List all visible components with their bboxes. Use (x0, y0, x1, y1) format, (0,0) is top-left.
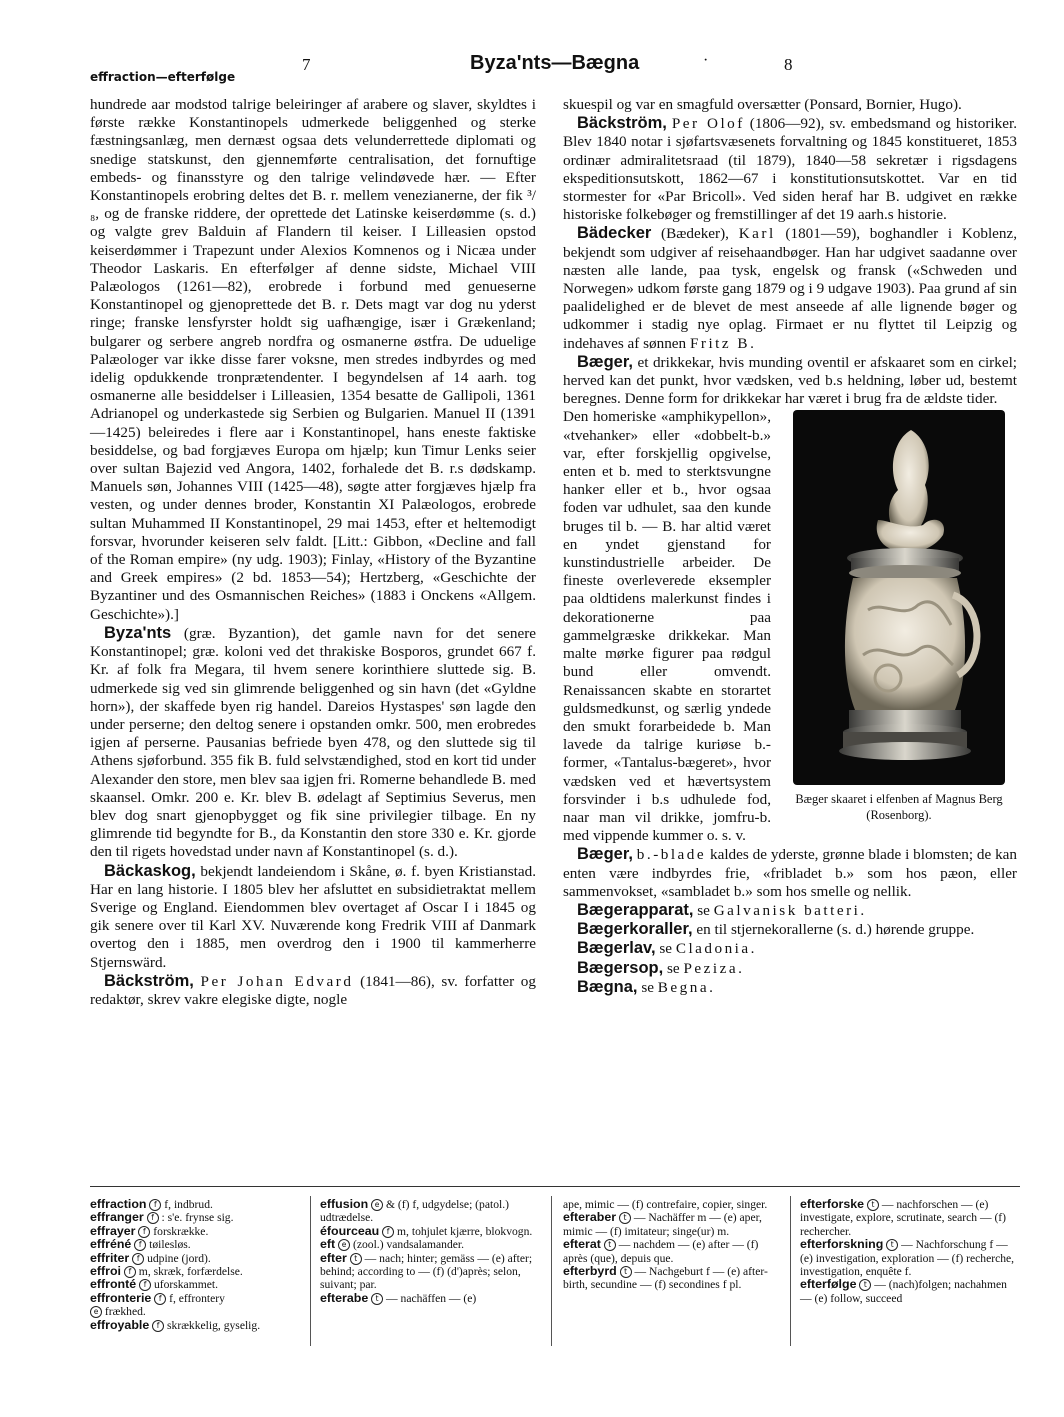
headword: Bæger, (577, 845, 633, 864)
headword: Bæger, (577, 352, 633, 371)
footer-divider (90, 1186, 1020, 1187)
glossary-headword: efterforske (800, 1197, 865, 1211)
language-tag-icon: t (620, 1266, 632, 1278)
glossary-entry (90, 1198, 300, 1211)
headword: Bäckström, (577, 114, 667, 133)
glossary-headword: efterabe (320, 1290, 369, 1305)
glossary-translation: — Nachgeburt f — (e) after-birth, secundine — (f) secondines f pl. (563, 1265, 768, 1292)
glossary-entry (563, 1265, 783, 1292)
glossary-entry (90, 1238, 300, 1251)
glossary-headword: effronterie (90, 1290, 152, 1305)
figure-caption: Bæger skaaret i elfenben af Magnus Berg (Rosenborg). (795, 792, 1003, 823)
glossary-headword: effraction (90, 1197, 147, 1211)
glossary-headword: éfourceau (320, 1223, 380, 1238)
glossary-translation: — (nach)folgen; nachahmen — (e) follow, succeed (800, 1278, 1007, 1305)
entry-backaskog: Bäckaskog, bekjendt landeiendom i Skåne, ø. f. byen Kristianstad. Har en lang historie. I 1805 blev her afsluttet en subsidietraktat mellem Sverige og England. Eiendommen blev overtaget af Oscar I i 1845 og gik senere over til Karl XV. Nuværende kong Fredrik VIII af Danmark overtog den i 1885, men overdrog den i 1900 til kammerherre Stjernswärd. (90, 861, 536, 971)
language-tag-icon: t (867, 1199, 879, 1211)
glossary-translation: udpine (jord). (147, 1251, 211, 1265)
glossary-translation: — Nachäffer m — (e) aper, mimic — (f) imitateur; singe(ur) m. (563, 1211, 762, 1238)
language-tag-icon: f (149, 1199, 161, 1211)
entry-continuation: hundrede aar modstod talrige beleiringer af arabere og slaver, skyldtes i første række Konstantinopels udmerkede beliggenhed og sterke fæstningsanlæg, men dernæst ogsaa dets velunderrettede diplomati og snedige statskunst, den gjennemførte centralisation, det fornuftige embeds- og finansstyre og den talrige velindøvede hær. — Efter Konstantinopels erobring deltes det B. r. mellem venezianerne, der fik ³/₈, og de franske riddere, der oprettede det Latinske keiserdømme (s. d.) og valgte grev Balduin af Flandern til keiser. I Lilleasien opstod keiserdømmer i Trapezunt under Alexios Komnenos og i Nicæa under Theodor Laskaris. En efterfølger af denne sidste, Michael VIII Palæologos (1261—82), erobrede i forbund med genueserne Konstantinopel og gjenoprettede det B. r. Dets magt var dog nu yderst ringe; franske lensfyrster holdt sig uafhængige, især i Grækenland; bulgarer og serbere angreb nordfra og osmanerne østfra. De uduelige Palæologer var ikke disse farer voksne, men stredes indbyrdes og med idelig opdukkende tronprætendenter. I begyndelsen af 14 aarh. tog osmanerne alle besiddelser i Lilleasien, 1354 besatte de Gallipoli, 1361 Adrianopel og underkastede sig Serbien og Bulgarien. Manuel II (1391—1425) beleiredes i flere aar i Konstantinopel, hans eneste faktiske besiddelse, og bad forgjæves Europa om hjælp; kun Timur Lenks seier over sultan Bajezid ved Angora, 1402, forhalede det B. r.s dødskamp. Manuels søn, Johannes VIII (1425—48), søgte atter forgjæves hjælp fra vesten, og under dennes broder, Konstantin XI Palæologos, erobrede sultan Muhammed II Konstantinopel, 29 mai 1453, efter et heltemodigt forsvar, hvorunder keiseren selv faldt. [Litt.: Gibbon, «Decline and fall of the Roman empire» (ny udg. 1903); Finlay, «History of the Byzantine and Greek empires» (2 bd. 1853—54); Hertzberg, «Geschichte der Byzantiner und des Osmannischen Reiches» (1883 i Onckens «Allgem. Geschichte»).] (90, 96, 536, 623)
glossary-entry (90, 1319, 300, 1332)
glossary-headword: effrayer (90, 1223, 136, 1238)
language-tag-icon: t (371, 1293, 383, 1305)
glossary-translation: ape, mimic — (f) contrefaire, copier, singer. (563, 1198, 768, 1211)
headword: Bægerkoraller, (577, 920, 693, 939)
glossary-entry (90, 1292, 300, 1305)
column-divider (790, 1196, 791, 1346)
glossary-entry (800, 1238, 1020, 1278)
glossary-headword: effriter (90, 1250, 130, 1265)
page-title: Byza'nts—Bægna (470, 52, 640, 74)
glossary-entry (563, 1198, 783, 1211)
glossary-entry (90, 1252, 300, 1265)
ivory-tankard-image (793, 410, 1005, 785)
glossary-column-3 (563, 1198, 783, 1292)
glossary-headword: effréné (90, 1237, 132, 1252)
glossary-entry (800, 1278, 1020, 1305)
headword: Byza'nts (104, 623, 172, 642)
language-tag-icon: t (350, 1253, 362, 1265)
glossary-translation: uforskammet. (153, 1278, 219, 1292)
glossary-entry (320, 1198, 540, 1225)
page-number-left: 7 (302, 55, 311, 74)
cross-reference-link[interactable]: Begna. (657, 978, 716, 996)
glossary-headword: efterforskning (800, 1237, 884, 1252)
glossary-headword: eft (320, 1237, 336, 1252)
glossary-headword: effusion (320, 1197, 369, 1211)
glossary-headword: efteraber (563, 1210, 617, 1225)
entry-baeger: Bæger, et drikkekar, hvis munding oventil er afskaaret som en cirkel; herved kan det punkt, hvor vædsken, ved b.s heldning, løber ud, bestemt beregnes. Denne form for drikkekar har været i brug fra de ældste tider. (563, 352, 1018, 408)
right-column (563, 96, 1017, 997)
glossary-translation: (zool.) vandsalamander. (352, 1238, 465, 1252)
language-tag-icon: e (338, 1239, 350, 1251)
glossary-entry (320, 1238, 540, 1251)
glossary-entry (800, 1198, 1020, 1238)
headword: Bäckström, (104, 971, 194, 990)
language-tag-icon: f (154, 1293, 166, 1305)
entry-continuation: skuespil og var en smagfuld oversætter (Ponsard, Bornier, Hugo). (563, 96, 962, 113)
glossary-translation: m, tohjulet kjærre, blokvogn. (397, 1224, 533, 1238)
glossary-entry (563, 1211, 783, 1238)
language-tag-icon: f (138, 1226, 150, 1238)
glossary-headword: effroyable (90, 1317, 150, 1332)
glossary-translation: f, effrontery (169, 1291, 225, 1305)
language-tag-icon: f (124, 1266, 136, 1278)
headword: Bægersop, (577, 958, 664, 977)
tankard-illustration (793, 410, 1005, 785)
language-tag-icon: e (90, 1306, 102, 1318)
glossary-translation: m, skræk, forfærdelse. (138, 1265, 243, 1279)
cross-reference-link[interactable]: Cladonia. (675, 940, 757, 958)
language-tag-icon: t (886, 1239, 898, 1251)
glossary-headword: effranger (90, 1210, 144, 1225)
glossary-translation: — nachdem — (e) after — (f) après (que), depuis que. (563, 1238, 759, 1265)
entry-baegersop: Bægersop, se Peziza. (577, 958, 745, 977)
language-tag-icon: f (382, 1226, 394, 1238)
glossary-translation: f, indbrud. (164, 1198, 213, 1211)
entry-baegerkoraller: Bægerkoraller, en til stjernekorallerne (s. d.) hørende gruppe. (577, 920, 975, 939)
glossary-translation: forskrække. (153, 1224, 209, 1238)
glossary-headword: efter (320, 1250, 347, 1265)
headword: Bægerlav, (577, 939, 656, 958)
glossary-translation: tøilesløs. (149, 1238, 191, 1252)
entry-backstrom-per-olof: Bäckström, Per Olof (1806—92), sv. embedsmand og historiker. Blev 1840 notar i sjøfartsvæsenets forvaltning og 1845 konstitueret, 1853 ordinær admiralitetsraad (til 1879), 1840—58 sekretær i rigsdagens ekspeditionsutskott, 1862—67 i konstitutionsutskottet. Var en tid stormester for «Par Bricoll». Ved siden heraf har B. udgivet en række historiske folkebøger og fremstillinger af det 19 aarh.s historie. (563, 114, 1017, 224)
header-dot: · (703, 52, 709, 69)
language-tag-icon: f (152, 1320, 164, 1332)
entry-baeger-botany: Bæger, b.-blade kaldes de yderste, grønne blade i blomsten; de kan enten være indbyrdes frie, «fribladet b.» som hos pæon, eller sammenvokset, «sambladet b.» som hos smelle og nellik. (563, 845, 1018, 900)
cross-reference-link[interactable]: Peziza. (683, 959, 745, 977)
language-tag-icon: t (859, 1279, 871, 1291)
language-tag-icon: t (619, 1212, 631, 1224)
cross-reference-link[interactable]: Galvanisk batteri. (713, 901, 867, 919)
page-number-right: 8 (784, 55, 793, 74)
headword: Bäckaskog, (104, 861, 196, 880)
glossary-translation: — nachforschen — (e) investigate, explore, scrutinate, search — (f) rechercher. (800, 1198, 1007, 1238)
language-tag-icon: f (132, 1253, 144, 1265)
headword: Bægna, (577, 977, 638, 996)
entry-baedecker: Bädecker (Bædeker), Karl (1801—59), boghandler i Koblenz, bekjendt som udgiver af reisehaandbøger. Han har udgivet saadanne over næsten alle lande, paa tysk, engelsk og fransk («Schweden und Norwegen» udkom første gang 1879 og i 9 udgave 1903). Paa grund af sin paalidelighed er de blevet de mest anseede af alle lignende bøger og udkommer i stadig nye oplag. Firmaet er nu flyttet til Leipzig og indehaves af sønnen Fritz B. (563, 224, 1018, 352)
language-tag-icon: f (134, 1239, 146, 1251)
glossary-entry (90, 1305, 300, 1318)
glossary-headword: efterfølge (800, 1277, 857, 1292)
glossary-translation: frækhed. (104, 1305, 146, 1319)
glossary-column-4 (800, 1198, 1020, 1305)
glossary-translation: skrækkelig, gyselig. (167, 1318, 261, 1332)
entry-baegna: Bægna, se Begna. (577, 977, 716, 996)
entry-baeger-continued: Den homeriske «amphikypellon», «tvehanker» eller «dobbelt-b.» var, efter forskjellig opgivelse, enten et b. med to sterktsvungne hanker eller et b., hvor ogsaa foden var udhulet, saa den kunde bruges til b. — B. har altid været en yndet gjenstand for kunstindustrielle arbeider. De fineste overleverede eksempler paa oldtidens malerkunst findes i dekorationerne paa gammelgræske drikkekar. Man malte mørke figurer paa rødgul bund eller omvendt. Renaissancen skabte en storartet guldsmedkunst, og særlig yndede den smukt forarbeidede b. Man lavede da talrige kuriøse b.-former, «Tantalus-bægeret», hvor vædsken ved et hævertsystem forsvinder i b.s udhulede fod, naar man vil drikke, jomfru-b. med vippende kummer o. s. v. (563, 408, 771, 845)
glossary-entry (563, 1238, 783, 1265)
glossary-entry (320, 1252, 540, 1292)
glossary-column-2 (320, 1198, 540, 1305)
column-divider (551, 1196, 552, 1346)
glossary-translation: & (f) f, udgydelse; (patol.) udtrædelse. (320, 1198, 509, 1225)
glossary-entry (320, 1225, 540, 1238)
entry-baegerlav: Bægerlav, se Cladonia. (577, 939, 757, 958)
glossary-translation: — Nachforschung f — (e) investigation, exploration — (f) recherche, investigation, enquête f. (800, 1238, 1015, 1279)
glossary-entry (90, 1211, 300, 1224)
glossary-translation: : s'e. frynse sig. (161, 1211, 234, 1225)
language-tag-icon: f (147, 1212, 159, 1224)
column-divider (310, 1196, 311, 1346)
entry-byzants: Byza'nts (græ. Byzantion), det gamle navn for det senere Konstantinopel; græ. koloni ved det thrakiske Bosporos, grundet 667 f. Kr. af folk fra Megara, til hvem senere korinthiere sluttede sig. B. udmerkede sig ved sin glimrende beliggenhed og sin havn (det «Gyldne horn»), der skaffede byen rig handel. Dareios Hystaspes' søn lagde den under perserne; den deltog senere i opstanden omkr. 500, men erobredes igjen af perserne. Pausanias befriede byen 478, og den sluttede sig til Athens sjøforbund. 355 fik B. fuld selvstændighed, stod en kort tid under Alexander den store, men blev saa igjen fri. Romerne behandlede B. med skaansel. Omkr. 200 e. Kr. blev B. ødelagt af Septimius Severus, men blev dog snart gjenopbygget og fik sine privilegier tilbage. En ny glimrende tid begyndte for B., da Konstantin den store 330 e. Kr. gjorde den til rigets hovedstad under navn af Konstantinopel (s. d.). (90, 623, 537, 861)
glossary-translation: — nachäffen — (e) (386, 1291, 477, 1305)
figure (781, 410, 1017, 823)
language-tag-icon: f (139, 1279, 151, 1291)
entry-backstrom-per-johan: Bäckström, Per Johan Edvard (1841—86), sv. forfatter og redaktør, skrev vakre elegiske digte, nogle (90, 971, 536, 1008)
language-tag-icon: t (604, 1239, 616, 1251)
entry-baegerapparat: Bægerapparat, se Galvanisk batteri. (577, 900, 867, 919)
headword: Bädecker (577, 224, 652, 243)
glossary-headword: efterbyrd (563, 1264, 617, 1279)
glossary-headword: efterat (563, 1237, 601, 1252)
headword: Bægerapparat, (577, 900, 694, 919)
language-tag-icon: e (371, 1199, 383, 1211)
glossary-entry (90, 1278, 300, 1291)
glossary-entry (320, 1292, 540, 1305)
glossary-headword: effronté (90, 1277, 137, 1292)
glossary-headword: effroi (90, 1264, 121, 1279)
glossary-entry (90, 1225, 300, 1238)
guide-words: effraction—efterfølge (90, 70, 236, 84)
glossary-entry (90, 1265, 300, 1278)
glossary-column-1 (90, 1198, 300, 1332)
glossary-translation: — nach; hinter; gemäss — (e) after; behind; according to — (f) (d')après; selon, suivant; par. (320, 1251, 533, 1292)
left-column (90, 96, 536, 1009)
